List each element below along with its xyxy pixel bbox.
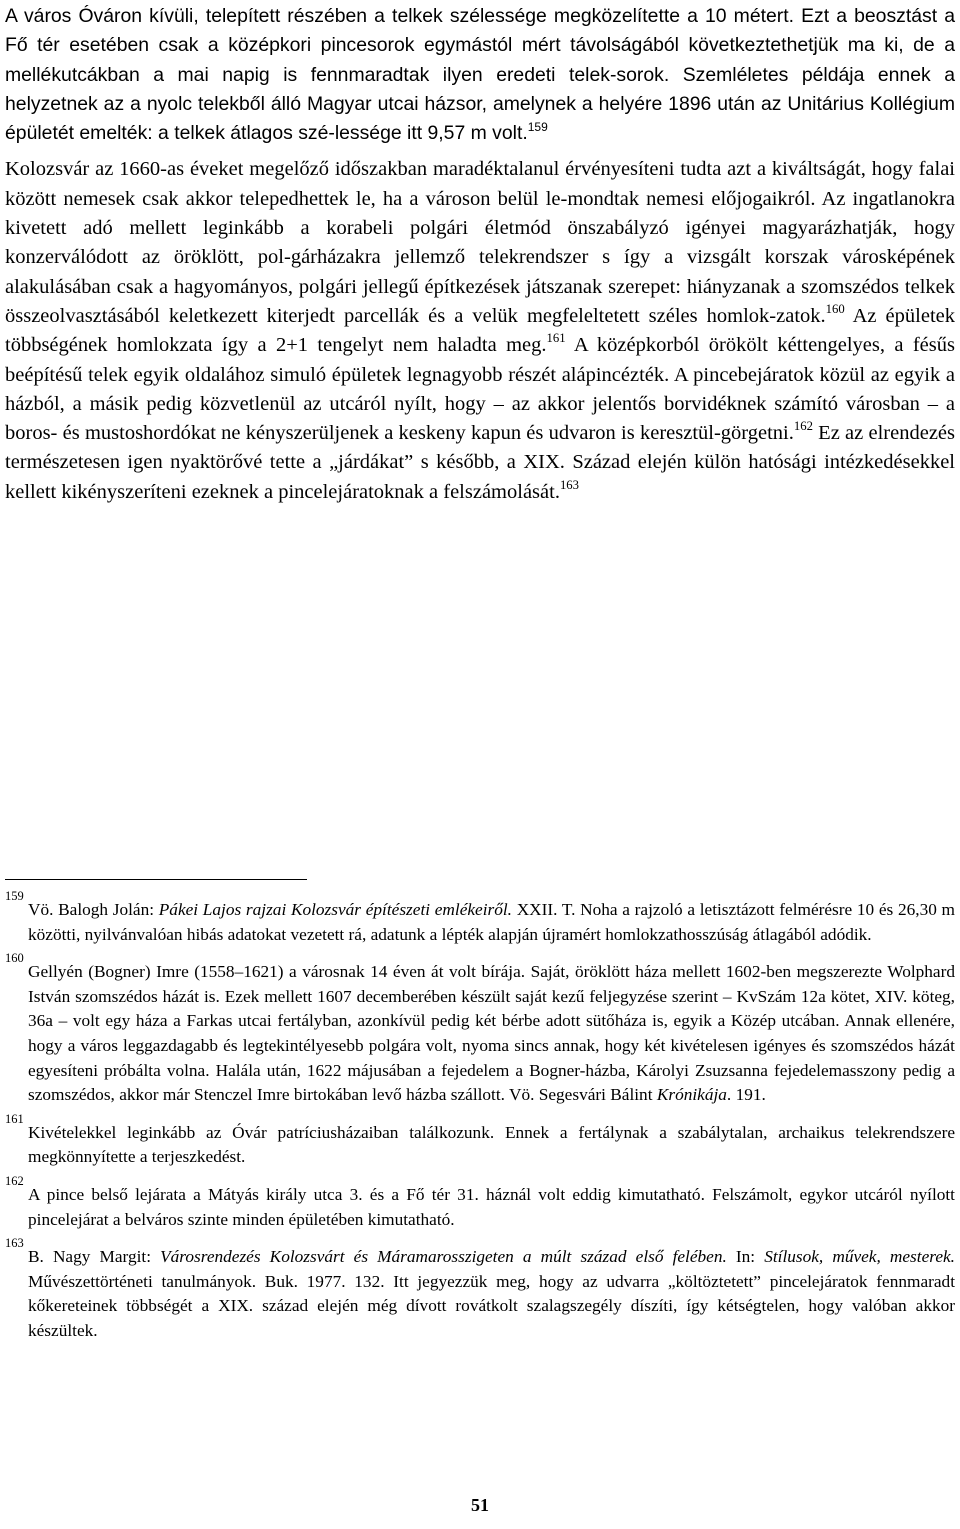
footnote-ref-163: 163 bbox=[559, 477, 580, 492]
footnote-text: Művészettörténeti tanulmányok. Buk. 1977. 132. Itt jegyezzük meg, hogy az udvarra „költöztetett” pincelejáratok fennmaradt kőkereteinek többségét a XIX. század elején még dívott rovátkolt szalagszegély díszíti, így kétségtelen, hogy valóban akkor készültek. bbox=[28, 1271, 955, 1340]
main-text bbox=[5, 2, 955, 507]
footnote-title: Pákei Lajos rajzai Kolozsvár építészeti emlékeiről. bbox=[158, 900, 512, 919]
footnote-title: Stílusok, művek, mesterek. bbox=[764, 1247, 955, 1267]
footnote-160 bbox=[5, 951, 955, 1108]
footnote-text: . 191. bbox=[726, 1085, 766, 1105]
footnote-text: XXII. T. Noha a rajzoló a letisztázott felmérésre 10 és 26,30 m közötti, nyilvánvalóan hibás adatokat vezetett rá, adatunk a lépték alapján újramért homlokzathosszúság átlagából adódik. bbox=[28, 900, 955, 944]
paragraph-2-text-b: Az épületek többségének homlokzata így a 2+1 tengelyt nem haladta meg. bbox=[5, 304, 955, 357]
footnote-text: A pince belső lejárata a Mátyás király utca 3. és a Fő tér 31. háznál volt eddig kimutatható. Felszámolt, egykor utcáról nyílott pincelejárat a belváros szinte minden épületében kimutatható. bbox=[28, 1184, 955, 1229]
paragraph-2-text-c: A középkorból örökölt kéttengelyes, a fésűs beépítésű telek egyik oldalához simuló épületek legnagyobb részét alápincézték. A pincebejáratok közül az egyik a házból, a másik pedig közvetlenül az utcáról nyílt, hogy – az akkor jelentős borvidéknek számító városban – a boros- és mustoshordókat ne kényszerüljenek a keskeny kapun és udvaron is keresztül-görgetni. bbox=[5, 334, 955, 445]
footnote-number: 159 bbox=[5, 889, 24, 903]
footnote-text: In: bbox=[726, 1247, 765, 1267]
footnote-ref-159: 159 bbox=[527, 119, 548, 134]
footnote-159 bbox=[5, 889, 955, 947]
page-number: 51 bbox=[471, 1495, 489, 1515]
footnote-title: Városrendezés Kolozsvárt és Máramarosszigeten a múlt század első felében. bbox=[160, 1247, 727, 1267]
footnote-separator bbox=[5, 879, 307, 880]
paragraph-2-text-a: Kolozsvár az 1660-as éveket megelőző időszakban maradéktalanul érvényesíteni tudta azt a kiváltságát, hogy falai között nemesek csak akkor telepedhettek le, ha a városon belül le-mondtak nemesi előjogaikról. Az ingatlanokra kivetett adó mellett leginkább a korabeli polgári életmód önszabályzó igényei magyarázhatják, hogy konzerválódott az öröklött, pol-gárházakra jellemző telekrendszer s így a vizsgált korszak városképének alakulásában csak a hagyományos, polgári jellegű építkezések játszanak szerepet: hiányzanak a szomszédos telkek összeolvasztásából keletkezett kiterjedt parcellák és a velük megfeleltetett széles homlok-zatok. bbox=[5, 158, 955, 327]
footnotes bbox=[5, 889, 955, 1344]
footnote-text: Kivételekkel leginkább az Óvár patríciusházaiban találkozunk. Ennek a fertálynak a szabálytalan, archaikus telekrendszere megkönnyítette a terjeszkedést. bbox=[28, 1122, 955, 1167]
footnote-ref-160: 160 bbox=[825, 301, 845, 316]
footnote-163 bbox=[5, 1236, 955, 1343]
footnote-number: 163 bbox=[5, 1236, 24, 1251]
footnote-number: 162 bbox=[5, 1173, 24, 1188]
paragraph-2 bbox=[5, 155, 955, 507]
footnote-number: 160 bbox=[5, 951, 24, 966]
footnote-text: B. Nagy Margit: bbox=[28, 1247, 161, 1267]
footnote-text: Gellyén (Bogner) Imre (1558–1621) a városnak 14 éven át volt bírája. Saját, öröklött háza mellett 1602-ben megszerezte Wolphard István szomszédos házát is. Ezek mellett 1607 decemberében készült saját kezű feljegyzése szerint – KvSzám 12a kötet, XIV. köteg, 36a – volt egy háza a Farkas utcai fertályban, azonkívül pedig két bérbe adott sütőháza is, egyik a Közép utcában. Annak ellenére, hogy a város leggazdagabb és legtekintélyesebb polgára volt, nyoma sincs annak, hogy két kivételesen igényes és szomszédos házát egyesíteni próbálta volna. Halála után, 1622 májusában a fejedelem a Bogner-házba, Károlyi Zsuzsanna fejedelemasszony pedig a szomszédos, akkor már Stenczel Imre birtokában levő házba szállott. Vö. Segesvári Bálint bbox=[28, 962, 955, 1105]
footnote-title: Krónikája bbox=[656, 1085, 727, 1105]
paragraph-1-text: A város Óváron kívüli, telepített részében a telkek szélessége megközelítette a 10 métert. Ezt a beosztást a Fő tér esetében csak a középkori pincesorok egymástól mért távolságából következtethetjük ma ki, de a mellékutcákban a mai napig is fennmaradtak ilyen eredeti telek-sorok. Szemléletes példája ennek a helyzetnek az a nyolc telekből álló Magyar utcai házsor, amelynek a helyére 1896 után az Unitárius Kollégium épületét emelték: a telkek átlagos szé-lessége itt 9,57 m volt. bbox=[5, 5, 955, 145]
footnote-text: Vö. Balogh Jolán: bbox=[28, 900, 159, 919]
footnote-ref-161: 161 bbox=[546, 331, 566, 346]
footnote-161 bbox=[5, 1111, 955, 1170]
paragraph-2-text-d: Ez az elrendezés természetesen igen nyaktörővé tette a „járdákat” s később, a XIX. Század elején külön hatósági intézkedésekkel kellett kikényszeríteni ezeknek a pincelejáratoknak a felszámolását. bbox=[5, 422, 955, 503]
paragraph-1 bbox=[5, 2, 955, 148]
footnote-number: 161 bbox=[5, 1111, 24, 1126]
footnote-162 bbox=[5, 1173, 955, 1232]
footnote-ref-162: 162 bbox=[793, 419, 813, 434]
